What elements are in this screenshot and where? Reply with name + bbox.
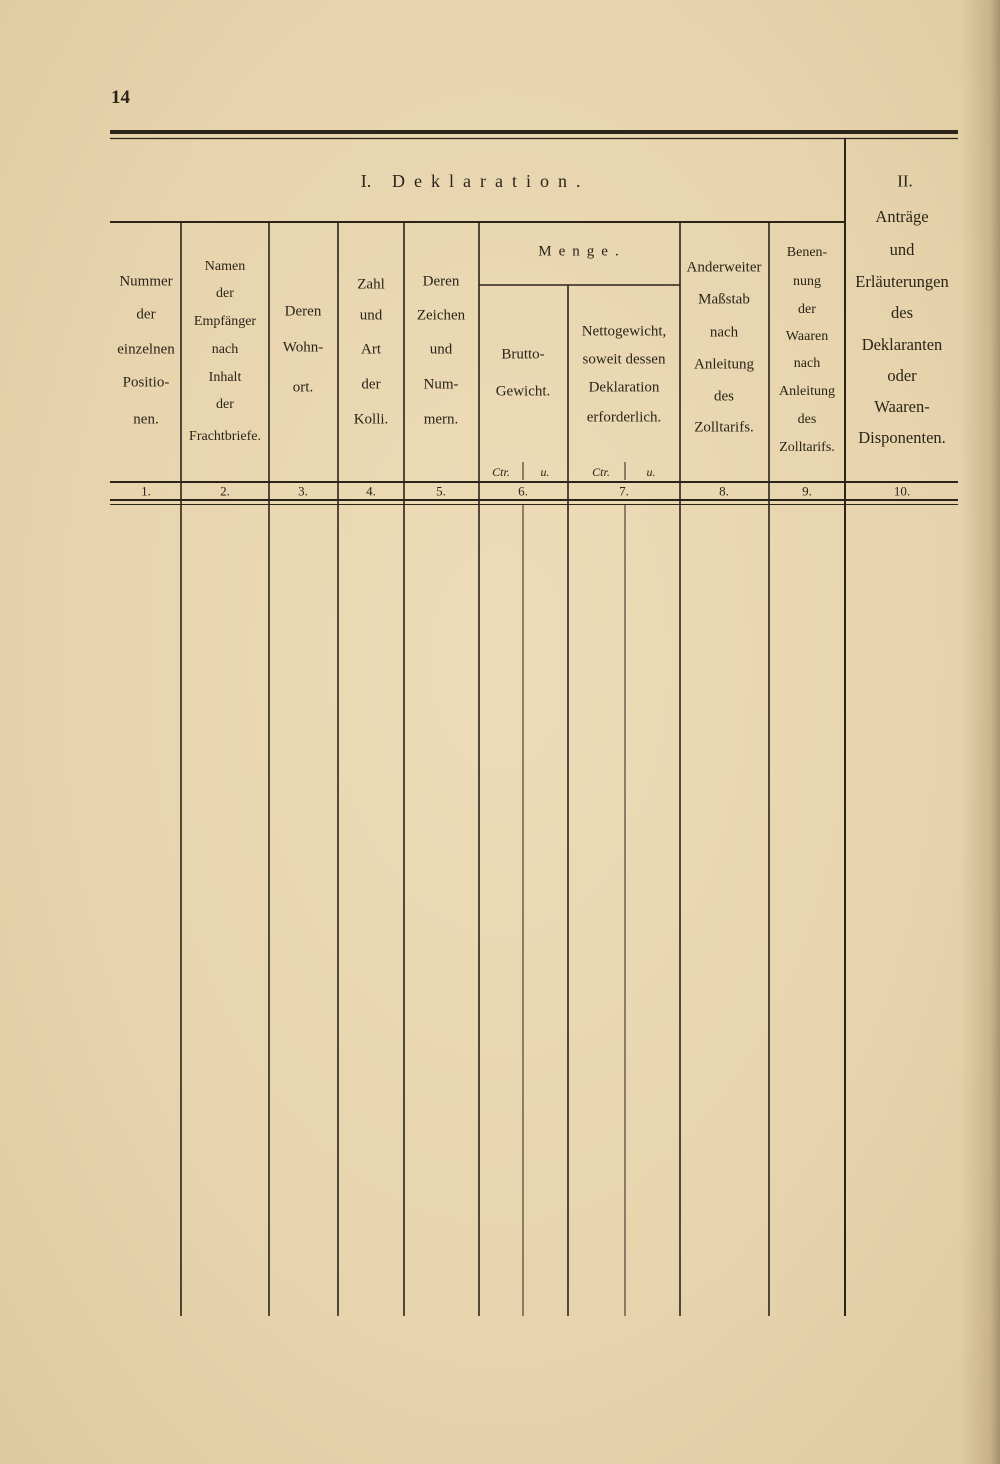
- column-8-header-line: Zolltarifs.: [694, 419, 754, 436]
- column-9-header-line: nach: [793, 356, 821, 371]
- page-number: 14: [111, 87, 130, 108]
- column-9-header-line: nung: [793, 274, 821, 289]
- column-1-header-line: der: [136, 306, 156, 323]
- column-2-header-line: nach: [211, 342, 239, 357]
- column-10-header-line: Disponenten.: [858, 427, 946, 447]
- column-4-header-line: der: [361, 376, 381, 393]
- column-9-header-line: des: [797, 412, 817, 427]
- section-1-numeral: I.: [360, 171, 372, 191]
- column-10-header-line: Anträge: [875, 206, 929, 226]
- net-weight-subunit: u.: [646, 465, 656, 479]
- column-9-number: 9.: [802, 483, 812, 499]
- gross-weight-subunit: u.: [540, 465, 550, 479]
- column-4-header-line: Zahl: [357, 276, 385, 293]
- column-7-header-line: soweit dessen: [582, 351, 666, 368]
- column-9-header-line: der: [798, 302, 816, 317]
- column-5-header-line: Zeichen: [416, 307, 466, 324]
- column-8-header-line: nach: [709, 324, 739, 341]
- column-10-header-line: des: [891, 302, 913, 322]
- column-2-header-line: Namen: [204, 259, 246, 274]
- column-4-header-line: Kolli.: [353, 411, 389, 428]
- column-10-header-line: oder: [887, 365, 917, 385]
- column-8-number: 8.: [719, 483, 729, 499]
- net-weight-unit: Ctr.: [592, 465, 610, 479]
- column-9-header-line: Anleitung: [779, 384, 835, 399]
- column-7-header-line: Deklaration: [588, 379, 660, 396]
- column-1-header-line: nen.: [133, 411, 159, 428]
- column-2-header-line: Empfänger: [193, 314, 257, 329]
- top-thick-rule: [110, 130, 958, 134]
- column-2-header-line: Frachtbriefe.: [189, 429, 261, 444]
- column-6-header-line: Brutto-: [501, 346, 545, 363]
- section-1-title: Deklaration.: [392, 171, 590, 191]
- column-3-header-line: Deren: [284, 303, 322, 320]
- column-7-header-line: erforderlich.: [586, 409, 662, 426]
- column-6-number: 6.: [518, 483, 528, 499]
- column-4-header-line: und: [359, 307, 383, 324]
- column-2-number: 2.: [220, 483, 230, 499]
- column-5-header-line: Deren: [422, 273, 460, 290]
- column-9-header-line: Benen-: [786, 245, 828, 260]
- column-2-header-line: Inhalt: [208, 370, 242, 385]
- column-5-number: 5.: [436, 483, 446, 499]
- column-5-header-line: mern.: [423, 411, 459, 428]
- column-5-header-line: und: [429, 341, 453, 358]
- column-2-header-line: der: [216, 397, 234, 412]
- column-2-header-line: der: [216, 286, 234, 301]
- column-9-header-line: Waaren: [785, 329, 829, 344]
- column-8-header-line: des: [714, 388, 734, 405]
- column-6-header-line: Gewicht.: [495, 383, 551, 400]
- column-3-header-line: Wohn-: [282, 339, 324, 356]
- column-10-header-line: Waaren-: [874, 396, 930, 416]
- section-2-numeral: II.: [897, 171, 913, 191]
- menge-label: Menge.: [538, 243, 626, 260]
- column-7-header-line: Nettogewicht,: [581, 323, 667, 340]
- column-1-header-line: Nummer: [119, 273, 173, 290]
- column-8-header-line: Anderweiter: [686, 259, 762, 276]
- column-8-header-line: Anleitung: [694, 356, 754, 373]
- column-3-header-line: ort.: [292, 379, 314, 396]
- column-5-header-line: Num-: [423, 376, 459, 393]
- column-1-number: 1.: [141, 483, 151, 499]
- column-9-header-line: Zolltarifs.: [779, 440, 835, 455]
- column-10-header-line: Erläuterungen: [855, 271, 949, 291]
- gross-weight-unit: Ctr.: [492, 465, 510, 479]
- column-10-header-line: Deklaranten: [861, 334, 943, 354]
- column-1-header-line: einzelnen: [117, 341, 175, 358]
- column-4-number: 4.: [366, 483, 376, 499]
- column-10-number: 10.: [893, 483, 911, 499]
- column-3-number: 3.: [298, 483, 308, 499]
- column-8-header-line: Maßstab: [698, 291, 750, 308]
- column-1-header-line: Positio-: [122, 374, 170, 391]
- column-4-header-line: Art: [361, 341, 381, 358]
- column-7-number: 7.: [619, 483, 629, 499]
- column-10-header-line: und: [889, 239, 915, 259]
